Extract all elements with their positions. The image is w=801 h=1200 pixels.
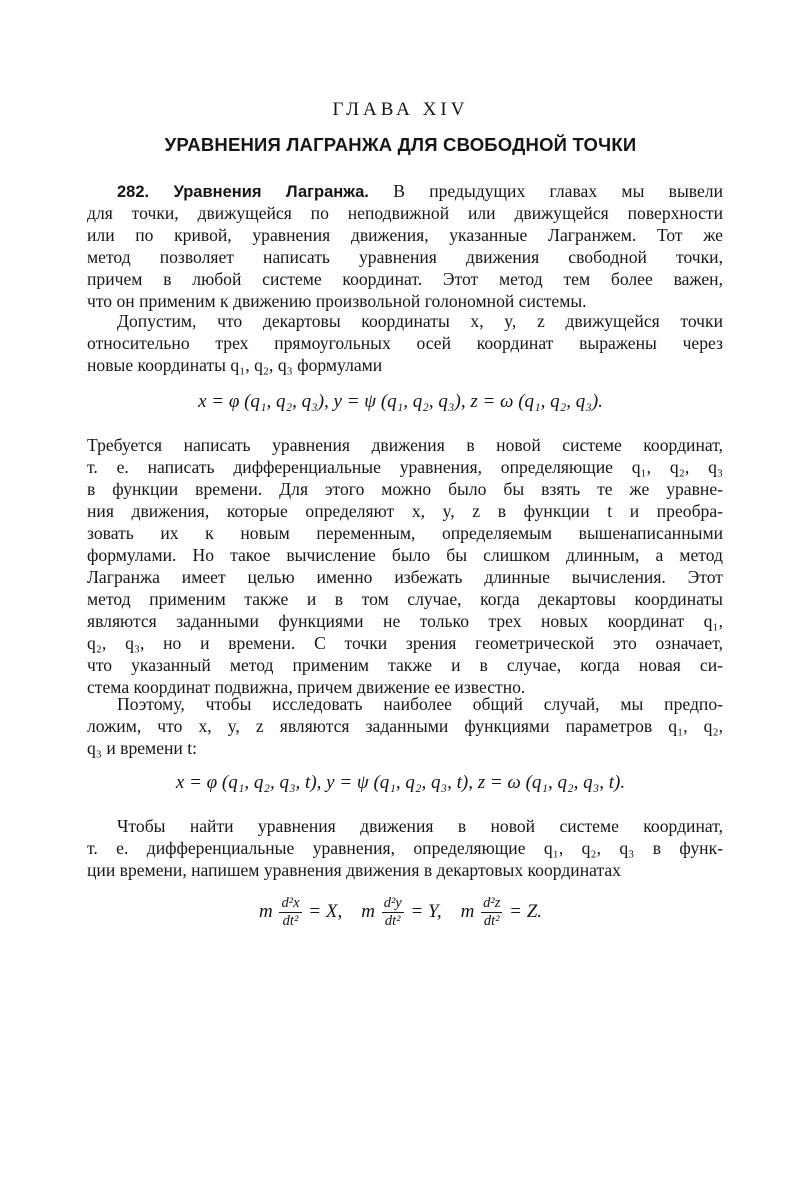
text-line: т. е. написать дифференциальные уравнения, определяющие q₁, q₂, q₃ [87, 457, 723, 477]
text-line: 282. Уравнения Лагранжа. В предыдущих главах мы вывели [117, 181, 724, 201]
text-line: относительно трех прямоугольных осей координат выражены через [87, 333, 723, 353]
formula-newton-equations: m $\frac{\text{d²x}}{\text{dt²}}$ = X, m $\frac{\text{d²y}}{\text{dt²}}$ = Y, m $\frac{\text{d²z}}{\text{dt²}}$ = Z. [258, 895, 543, 929]
text-line: в функции времени. Для этого можно было бы взять те же уравне- [87, 479, 723, 499]
chapter-label: ГЛАВА XIV [332, 99, 469, 120]
paragraph-4 [87, 693, 723, 759]
text-line: являются заданными функциями не только трех новых координат q₁, [87, 611, 723, 631]
fraction-d2z: $\frac{\text{d²z}}{\text{dt²}}$ [483, 895, 501, 929]
text-line: новые координаты q₁, q₂, q₃ формулами [87, 355, 383, 375]
text-line: ложим, что x, y, z являются заданными функциями параметров q₁, q₂, [87, 716, 723, 736]
text-line: Лагранжа имеет целью именно избежать длинные вычисления. Этот [87, 567, 723, 587]
text-line: Поэтому, чтобы исследовать наиболее общий случай, мы предпо- [117, 694, 723, 714]
text-line: для точки, движущейся по неподвижной или движущейся поверхности [87, 203, 723, 223]
text-line: причем в любой системе координат. Этот метод тем более важен, [87, 269, 723, 289]
text-line: метод применим также и в том случае, когда декартовы координаты [87, 589, 723, 609]
text-line: что указанный метод применим также и в случае, когда новая си- [87, 655, 723, 675]
fraction-d2x: $\frac{\text{d²x}}{\text{dt²}}$ [281, 895, 300, 929]
text-line: метод позволяет написать уравнения движения свободной точки, [87, 247, 723, 267]
chapter-title: УРАВНЕНИЯ ЛАГРАНЖА ДЛЯ СВОБОДНОЙ ТОЧКИ [164, 134, 637, 155]
formula-coordinates: x = φ (q₁, q₂, q₃), y = ψ (q₁, q₂, q₃), z = ω (q₁, q₂, q₃). [198, 391, 603, 412]
formula-coordinates-time: x = φ (q₁, q₂, q₃, t), y = ψ (q₁, q₂, q₃, t), z = ω (q₁, q₂, q₃, t). [175, 772, 626, 793]
text-line: ции времени, напишем уравнения движения в декартовых координатах [87, 860, 621, 880]
text-line: формулами. Но такое вычисление было бы слишком длинным, а метод [87, 545, 723, 565]
text-line: или по кривой, уравнения движения, указанные Лагранжем. Тот же [87, 225, 723, 245]
text-line: Чтобы найти уравнения движения в новой системе координат, [117, 816, 723, 836]
text-line: что он применим к движению произвольной голономной системы. [87, 291, 587, 311]
paragraph-5 [87, 815, 723, 881]
text-line: т. е. дифференциальные уравнения, определяющие q₁, q₂, q₃ в функ- [87, 838, 723, 858]
fraction-d2y: $\frac{\text{d²y}}{\text{dt²}}$ [383, 895, 402, 929]
text-line: Допустим, что декартовы координаты x, y, z движущейся точки [117, 311, 723, 331]
section-heading: 282. Уравнения Лагранжа. [117, 183, 369, 201]
text-line: зовать их к новым переменным, определяемым вышенаписанными [87, 523, 723, 543]
text-line: стема координат подвижна, причем движение ее известно. [87, 677, 526, 697]
paragraph-3 [87, 434, 723, 698]
text-line: ния движения, которые определяют x, y, z в функции t и преобра- [87, 501, 723, 521]
paragraph-1 [87, 180, 723, 312]
text-line: Требуется написать уравнения движения в новой системе координат, [87, 435, 723, 455]
text-line: q₂, q₃, но и времени. С точки зрения геометрической это означает, [87, 633, 723, 653]
paragraph-2 [87, 310, 723, 376]
text-line: q₃ и времени t: [87, 738, 198, 758]
